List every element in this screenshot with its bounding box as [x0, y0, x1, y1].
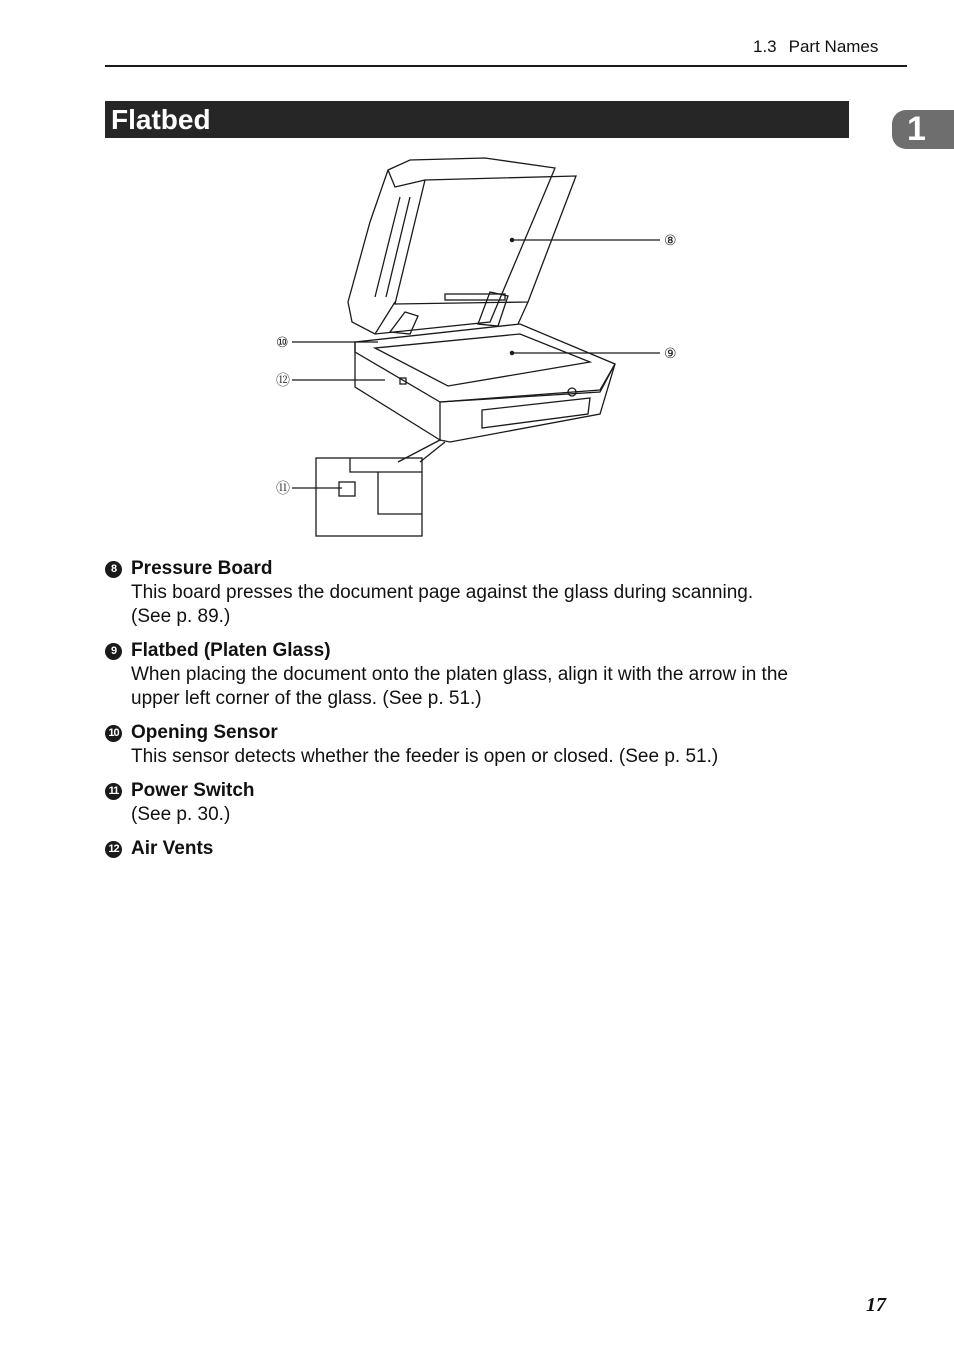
section-title-bar: [105, 101, 849, 138]
description-line: (See p. 30.): [131, 804, 231, 825]
callout-12: ⑫: [276, 373, 290, 389]
section-title: Flatbed: [111, 104, 211, 135]
description-line: This sensor detects whether the feeder is open or closed. (See p. 51.): [131, 746, 719, 767]
page-number: 17: [866, 1294, 886, 1316]
platen-glass: [375, 334, 590, 386]
callout-9: ⑨: [664, 346, 677, 362]
part-marker: 8: [105, 561, 122, 578]
running-head: [753, 37, 878, 57]
part-description: [131, 663, 865, 711]
part-marker: 11: [105, 783, 122, 800]
part-pressure-board: [105, 557, 865, 629]
chapter-tab: 1: [892, 110, 954, 149]
part-air-vents: [105, 837, 865, 861]
part-description: [131, 745, 865, 769]
description-line: This board presses the document page against the glass during scanning.: [131, 582, 754, 603]
part-list: [105, 557, 865, 871]
description-line: When placing the document onto the platen glass, align it with the arrow in the: [131, 664, 788, 685]
part-description: [131, 581, 865, 629]
feeder-lid: [348, 158, 576, 334]
part-name: Opening Sensor: [131, 722, 278, 743]
scanner-illustration: [250, 152, 700, 542]
callout-11: ⑪: [276, 481, 290, 497]
description-line: (See p. 89.): [131, 606, 231, 627]
part-name: Air Vents: [131, 838, 214, 859]
part-marker: 12: [105, 841, 122, 858]
header-rule: [105, 65, 907, 67]
description-line: upper left corner of the glass. (See p. 51.): [131, 688, 482, 709]
part-marker: 9: [105, 643, 122, 660]
part-name: Power Switch: [131, 780, 255, 801]
running-head-section-number: 1.3: [753, 37, 777, 56]
part-description: [131, 803, 865, 827]
part-name: Flatbed (Platen Glass): [131, 640, 331, 661]
callout-10: ⑩: [276, 335, 289, 351]
part-flatbed: [105, 639, 865, 711]
part-opening-sensor: [105, 721, 865, 769]
power-switch: [339, 482, 355, 496]
scanner-base: [355, 324, 615, 442]
part-name: Pressure Board: [131, 558, 273, 579]
part-marker: 10: [105, 725, 122, 742]
callout-8: ⑧: [664, 233, 677, 249]
running-head-section-title: Part Names: [788, 37, 879, 56]
part-power-switch: [105, 779, 865, 827]
